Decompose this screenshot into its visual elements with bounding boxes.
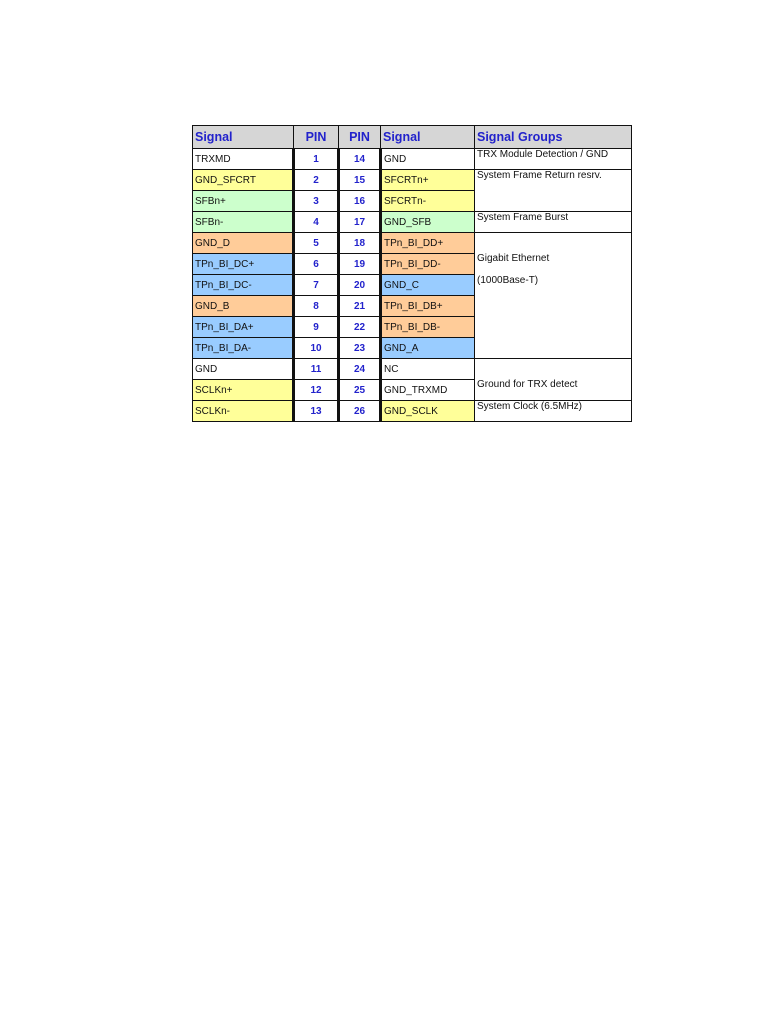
left-signal-cell: GND_SFCRT xyxy=(193,170,294,191)
left-pin-cell: 3 xyxy=(294,191,339,212)
left-pin-cell: 8 xyxy=(294,296,339,317)
right-signal-cell: GND_C xyxy=(381,275,475,296)
right-signal-cell: SFCRTn+ xyxy=(381,170,475,191)
left-pin-cell: 12 xyxy=(294,380,339,401)
table-row xyxy=(193,170,632,191)
right-pin-cell: 24 xyxy=(339,359,381,380)
right-pin-cell: 18 xyxy=(339,233,381,254)
left-pin-cell: 1 xyxy=(294,149,339,170)
left-signal-cell: TPn_BI_DC- xyxy=(193,275,294,296)
right-signal-cell: GND_SCLK xyxy=(381,401,475,422)
left-pin-cell: 4 xyxy=(294,212,339,233)
table-row xyxy=(193,212,632,233)
right-pin-cell: 25 xyxy=(339,380,381,401)
table-row xyxy=(193,401,632,422)
signal-group-frame-return: System Frame Return resrv. xyxy=(475,170,632,212)
right-signal-cell: GND_A xyxy=(381,338,475,359)
right-signal-cell: GND xyxy=(381,149,475,170)
right-signal-cell: NC xyxy=(381,359,475,380)
right-pin-cell: 20 xyxy=(339,275,381,296)
right-signal-cell: TPn_BI_DD- xyxy=(381,254,475,275)
left-pin-cell: 7 xyxy=(294,275,339,296)
table-row xyxy=(193,359,632,380)
right-pin-cell: 17 xyxy=(339,212,381,233)
right-pin-cell: 15 xyxy=(339,170,381,191)
left-pin-cell: 13 xyxy=(294,401,339,422)
left-signal-cell: GND xyxy=(193,359,294,380)
right-signal-cell: TPn_BI_DB- xyxy=(381,317,475,338)
signal-group-trx-detect: TRX Module Detection / GND xyxy=(475,149,632,170)
left-signal-cell: TPn_BI_DC+ xyxy=(193,254,294,275)
right-pin-cell: 26 xyxy=(339,401,381,422)
left-signal-cell: GND_B xyxy=(193,296,294,317)
left-signal-cell: TPn_BI_DA- xyxy=(193,338,294,359)
right-pin-cell: 14 xyxy=(339,149,381,170)
signal-group-gigabit xyxy=(475,233,632,359)
table-row xyxy=(193,233,632,254)
header-signal-groups: Signal Groups xyxy=(475,126,632,149)
ground-trx-label: Ground for TRX detect xyxy=(477,378,578,390)
gigabit-standard-label: (1000Base-T) xyxy=(477,275,539,286)
left-pin-cell: 10 xyxy=(294,338,339,359)
left-signal-cell: GND_D xyxy=(193,233,294,254)
pinout-table xyxy=(192,125,632,422)
right-signal-cell: GND_TRXMD xyxy=(381,380,475,401)
left-signal-cell: SCLKn- xyxy=(193,401,294,422)
right-pin-cell: 19 xyxy=(339,254,381,275)
gigabit-label: Gigabit Ethernet xyxy=(477,253,550,264)
left-signal-cell: SFBn- xyxy=(193,212,294,233)
right-signal-cell: GND_SFB xyxy=(381,212,475,233)
header-pin-right: PIN xyxy=(339,126,381,149)
left-pin-cell: 9 xyxy=(294,317,339,338)
left-pin-cell: 5 xyxy=(294,233,339,254)
header-pin-left: PIN xyxy=(294,126,339,149)
left-pin-cell: 11 xyxy=(294,359,339,380)
left-pin-cell: 6 xyxy=(294,254,339,275)
left-signal-cell: TPn_BI_DA+ xyxy=(193,317,294,338)
right-signal-cell: SFCRTn- xyxy=(381,191,475,212)
right-pin-cell: 22 xyxy=(339,317,381,338)
header-signal-left: Signal xyxy=(193,126,294,149)
table-row xyxy=(193,149,632,170)
signal-group-ground-trx xyxy=(475,359,632,401)
left-signal-cell: SCLKn+ xyxy=(193,380,294,401)
right-pin-cell: 23 xyxy=(339,338,381,359)
left-signal-cell: SFBn+ xyxy=(193,191,294,212)
right-pin-cell: 16 xyxy=(339,191,381,212)
signal-group-frame-burst: System Frame Burst xyxy=(475,212,632,233)
signal-group-system-clock: System Clock (6.5MHz) xyxy=(475,401,632,422)
header-signal-right: Signal xyxy=(381,126,475,149)
table-header-row xyxy=(193,126,632,149)
right-signal-cell: TPn_BI_DB+ xyxy=(381,296,475,317)
right-pin-cell: 21 xyxy=(339,296,381,317)
left-signal-cell: TRXMD xyxy=(193,149,294,170)
left-pin-cell: 2 xyxy=(294,170,339,191)
right-signal-cell: TPn_BI_DD+ xyxy=(381,233,475,254)
